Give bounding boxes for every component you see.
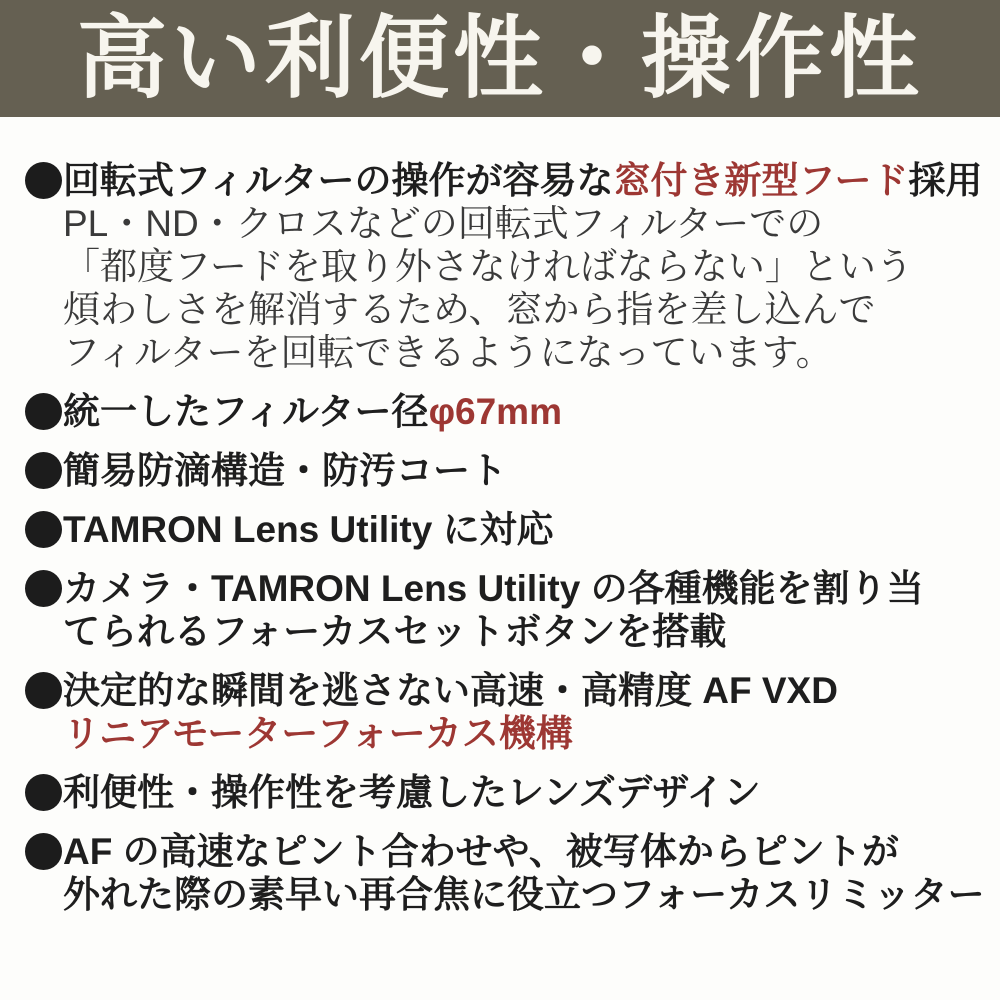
- feature-lead-text: 統一したフィルター径: [63, 391, 429, 432]
- feature-lead: [63, 159, 1000, 202]
- feature-lead: [63, 390, 1000, 433]
- bullet-icon: [25, 393, 62, 430]
- feature-lead: カメラ・TAMRON Lens Utility の各種機能を割り当: [63, 568, 924, 609]
- bullet-icon: [25, 833, 62, 870]
- feature-item-lens-design: [25, 771, 1000, 814]
- feature-item-af-vxd: [25, 669, 1000, 755]
- feature-item-lens-utility: [25, 508, 1000, 551]
- bullet-icon: [25, 452, 62, 489]
- feature-highlight: 窓付き新型フード: [613, 160, 909, 201]
- feature-lead: TAMRON Lens Utility に対応: [63, 509, 554, 550]
- feature-lead: 利便性・操作性を考慮したレンズデザイン: [63, 772, 761, 813]
- feature-lead: 決定的な瞬間を逃さない高速・高精度 AF VXD: [63, 670, 838, 711]
- feature-desc-line: PL・ND・クロスなどの回転式フィルターでの: [63, 203, 824, 244]
- bullet-icon: [25, 570, 62, 607]
- bullet-icon: [25, 511, 62, 548]
- feature-highlight: φ67mm: [428, 391, 562, 432]
- feature-desc-line: 煩わしさを解消するため、窓から指を差し込んで: [63, 289, 876, 330]
- feature-lead-continuation: 外れた際の素早い再合焦に役立つフォーカスリミッター: [63, 874, 985, 915]
- feature-lead-text: 回転式フィルターの操作が容易な: [63, 160, 614, 201]
- feature-lead: AF の高速なピント合わせや、被写体からピントが: [63, 831, 899, 872]
- header-banner: [0, 0, 1000, 117]
- bullet-icon: [25, 162, 62, 199]
- feature-desc-line: フィルターを回転できるようになっています。: [63, 332, 833, 373]
- bullet-icon: [25, 774, 62, 811]
- feature-item-focus-set-button: [25, 567, 1000, 653]
- feature-item-focus-limiter: [25, 830, 1000, 916]
- feature-desc-line: 「都度フードを取り外さなければならない」という: [63, 246, 913, 287]
- page-title: 高い利便性・操作性: [77, 8, 923, 109]
- feature-item-moisture-resistant: [25, 449, 1000, 492]
- feature-highlight-line: リニアモーターフォーカス機構: [63, 713, 573, 754]
- bullet-icon: [25, 672, 62, 709]
- feature-lead-text: 採用: [908, 160, 983, 201]
- feature-list: [0, 117, 1000, 916]
- feature-lead: 簡易防滴構造・防汚コート: [63, 450, 507, 491]
- feature-item-hood: [25, 159, 1000, 374]
- feature-item-filter-diameter: [25, 390, 1000, 433]
- feature-lead-continuation: てられるフォーカスセットボタンを搭載: [63, 611, 727, 652]
